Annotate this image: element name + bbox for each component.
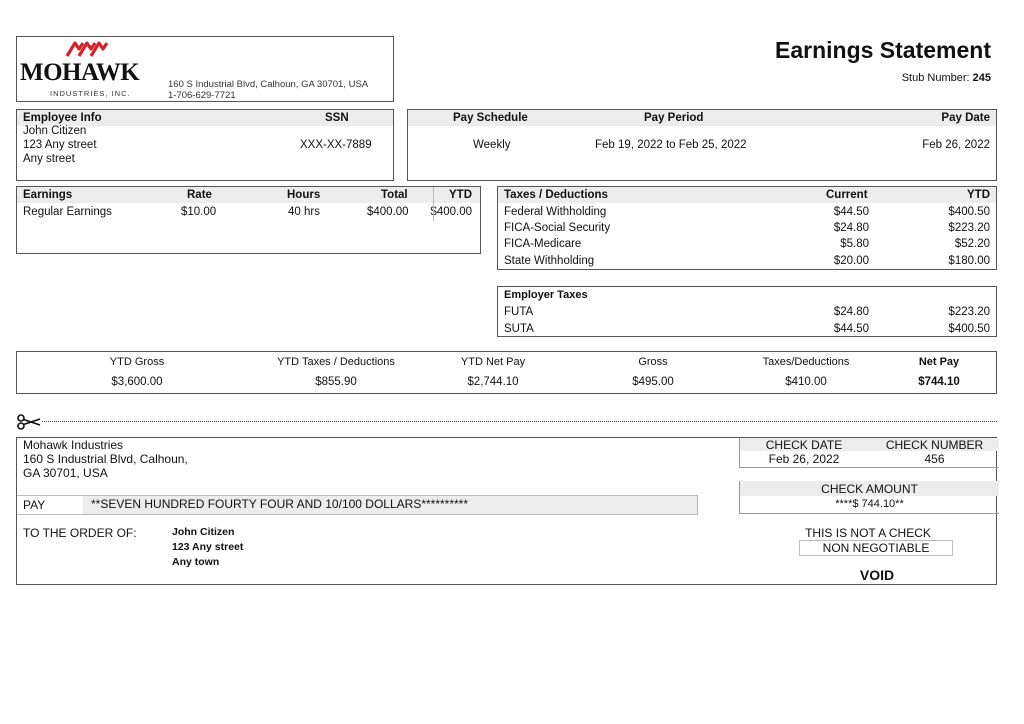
check-amount-box	[739, 481, 999, 514]
check-company-addr1: 160 S Industrial Blvd, Calhoun,	[23, 452, 188, 466]
scissors-icon	[17, 414, 41, 430]
taxes-header: Taxes / Deductions	[504, 189, 608, 201]
employer-taxes-header: Employer Taxes	[504, 289, 588, 301]
check-box	[16, 437, 997, 585]
tax-current: $44.50	[833, 206, 869, 218]
tax-ytd: $223.20	[948, 222, 990, 234]
employee-name: John Citizen	[23, 125, 87, 137]
void-label: VOID	[859, 567, 895, 583]
summary-value-ytd-net: $2,744.10	[467, 376, 519, 388]
non-negotiable: NON NEGOTIABLE	[799, 540, 953, 556]
summary-label-taxes: Taxes/Deductions	[762, 356, 850, 368]
pay-schedule-header: Pay Schedule	[453, 112, 528, 124]
check-number-label: CHECK NUMBER	[885, 438, 984, 452]
earnings-header: Earnings	[23, 189, 73, 201]
tax-ytd: $52.20	[954, 238, 990, 250]
stub-number	[902, 72, 991, 84]
employee-header-row	[17, 110, 393, 126]
earning-total: $400.00	[367, 206, 409, 218]
pay-period-header: Pay Period	[644, 112, 704, 124]
summary-value-ytd-gross: $3,600.00	[111, 376, 163, 388]
pay-line	[17, 495, 698, 515]
summary-label-ytd-net: YTD Net Pay	[460, 356, 526, 368]
employer-tax-current: $24.80	[833, 306, 869, 318]
check-amount-label: CHECK AMOUNT	[821, 482, 918, 496]
taxes-box	[497, 186, 997, 270]
tax-ytd: $180.00	[948, 255, 990, 267]
earning-name: Regular Earnings	[23, 206, 112, 218]
pay-info-box	[407, 109, 997, 181]
summary-value-gross: $495.00	[632, 376, 674, 388]
employee-header: Employee Info	[23, 112, 102, 124]
pay-schedule: Weekly	[473, 139, 511, 151]
summary-label-ytd-gross: YTD Gross	[109, 356, 165, 368]
employer-tax-current: $44.50	[833, 323, 869, 335]
check-date-number-box	[739, 438, 999, 468]
table-row	[498, 236, 996, 252]
order-label: TO THE ORDER OF:	[23, 526, 137, 540]
pay-period: Feb 19, 2022 to Feb 25, 2022	[595, 139, 747, 151]
employer-tax-name: FUTA	[504, 306, 534, 318]
table-row	[498, 304, 996, 320]
tax-current: $20.00	[833, 255, 869, 267]
summary-value-taxes: $410.00	[785, 376, 827, 388]
cut-line	[42, 421, 997, 422]
tax-current: $24.80	[833, 222, 869, 234]
summary-value-net-pay: $744.10	[918, 376, 960, 388]
tax-name: Federal Withholding	[504, 206, 607, 218]
earning-rate: $10.00	[181, 206, 217, 218]
employer-tax-name: SUTA	[504, 323, 534, 335]
table-row	[498, 253, 996, 269]
summary-box	[16, 351, 997, 394]
payee-address1: 123 Any street	[172, 541, 244, 553]
check-company-addr2: GA 30701, USA	[23, 466, 108, 480]
check-date-label: CHECK DATE	[765, 438, 843, 452]
not-a-check: THIS IS NOT A CHECK	[805, 526, 931, 540]
table-row	[17, 204, 480, 220]
earnings-box	[16, 186, 481, 254]
tax-ytd: $400.50	[948, 206, 990, 218]
check-company-name: Mohawk Industries	[23, 438, 124, 452]
employee-address2: Any street	[23, 153, 75, 165]
pay-label: PAY	[23, 498, 46, 512]
table-row	[498, 321, 996, 337]
summary-label-gross: Gross	[638, 356, 668, 368]
check-date: Feb 26, 2022	[768, 452, 840, 466]
tax-name: State Withholding	[504, 255, 595, 267]
check-number: 456	[924, 452, 945, 466]
summary-label-net-pay: Net Pay	[918, 356, 960, 368]
summary-label-ytd-taxes: YTD Taxes / Deductions	[277, 356, 395, 368]
pay-date-header: Pay Date	[941, 112, 990, 124]
tax-name: FICA-Social Security	[504, 222, 611, 234]
company-box	[16, 36, 394, 102]
check-amount: ****$ 744.10**	[835, 498, 904, 510]
logo-subtext: INDUSTRIES, INC.	[50, 89, 131, 98]
logo-text: MOHAWK	[20, 59, 140, 86]
current-header: Current	[826, 189, 868, 201]
employee-ssn: XXX-XX-7889	[300, 139, 372, 151]
tax-name: FICA-Medicare	[504, 238, 582, 250]
pay-header-row	[408, 110, 996, 126]
statement-title: Earnings Statement	[775, 37, 991, 63]
payee-name: John Citizen	[172, 526, 235, 538]
payee-address2: Any town	[172, 556, 220, 568]
taxes-ytd-header: YTD	[967, 189, 990, 201]
taxes-header-row	[498, 187, 996, 203]
stub-value: 245	[972, 72, 991, 84]
rate-header: Rate	[187, 189, 212, 201]
summary-value-ytd-taxes: $855.90	[315, 376, 357, 388]
table-row	[498, 220, 996, 236]
earnings-header-row	[17, 187, 480, 203]
mohawk-logo-icon	[65, 40, 109, 58]
ytd-header: YTD	[449, 189, 472, 201]
stub-label: Stub Number:	[901, 72, 970, 84]
table-row	[498, 204, 996, 220]
earning-hours: 40 hrs	[288, 206, 320, 218]
tax-current: $5.80	[840, 238, 869, 250]
employer-taxes-box	[497, 286, 997, 337]
employee-address1: 123 Any street	[23, 139, 97, 151]
total-header: Total	[381, 189, 408, 201]
company-phone: 1-706-629-7721	[168, 90, 236, 101]
employer-tax-ytd: $223.20	[948, 306, 990, 318]
employer-tax-ytd: $400.50	[948, 323, 990, 335]
pay-date: Feb 26, 2022	[922, 139, 990, 151]
earnings-divider	[433, 187, 434, 221]
earning-ytd: $400.00	[430, 206, 472, 218]
employee-info-box	[16, 109, 394, 181]
hours-header: Hours	[287, 189, 321, 201]
ssn-header: SSN	[325, 112, 349, 124]
company-address: 160 S Industrial Blvd, Calhoun, GA 30701, USA	[168, 79, 369, 90]
pay-words: **SEVEN HUNDRED FOURTY FOUR AND 10/100 DOLLARS**********	[83, 496, 697, 514]
